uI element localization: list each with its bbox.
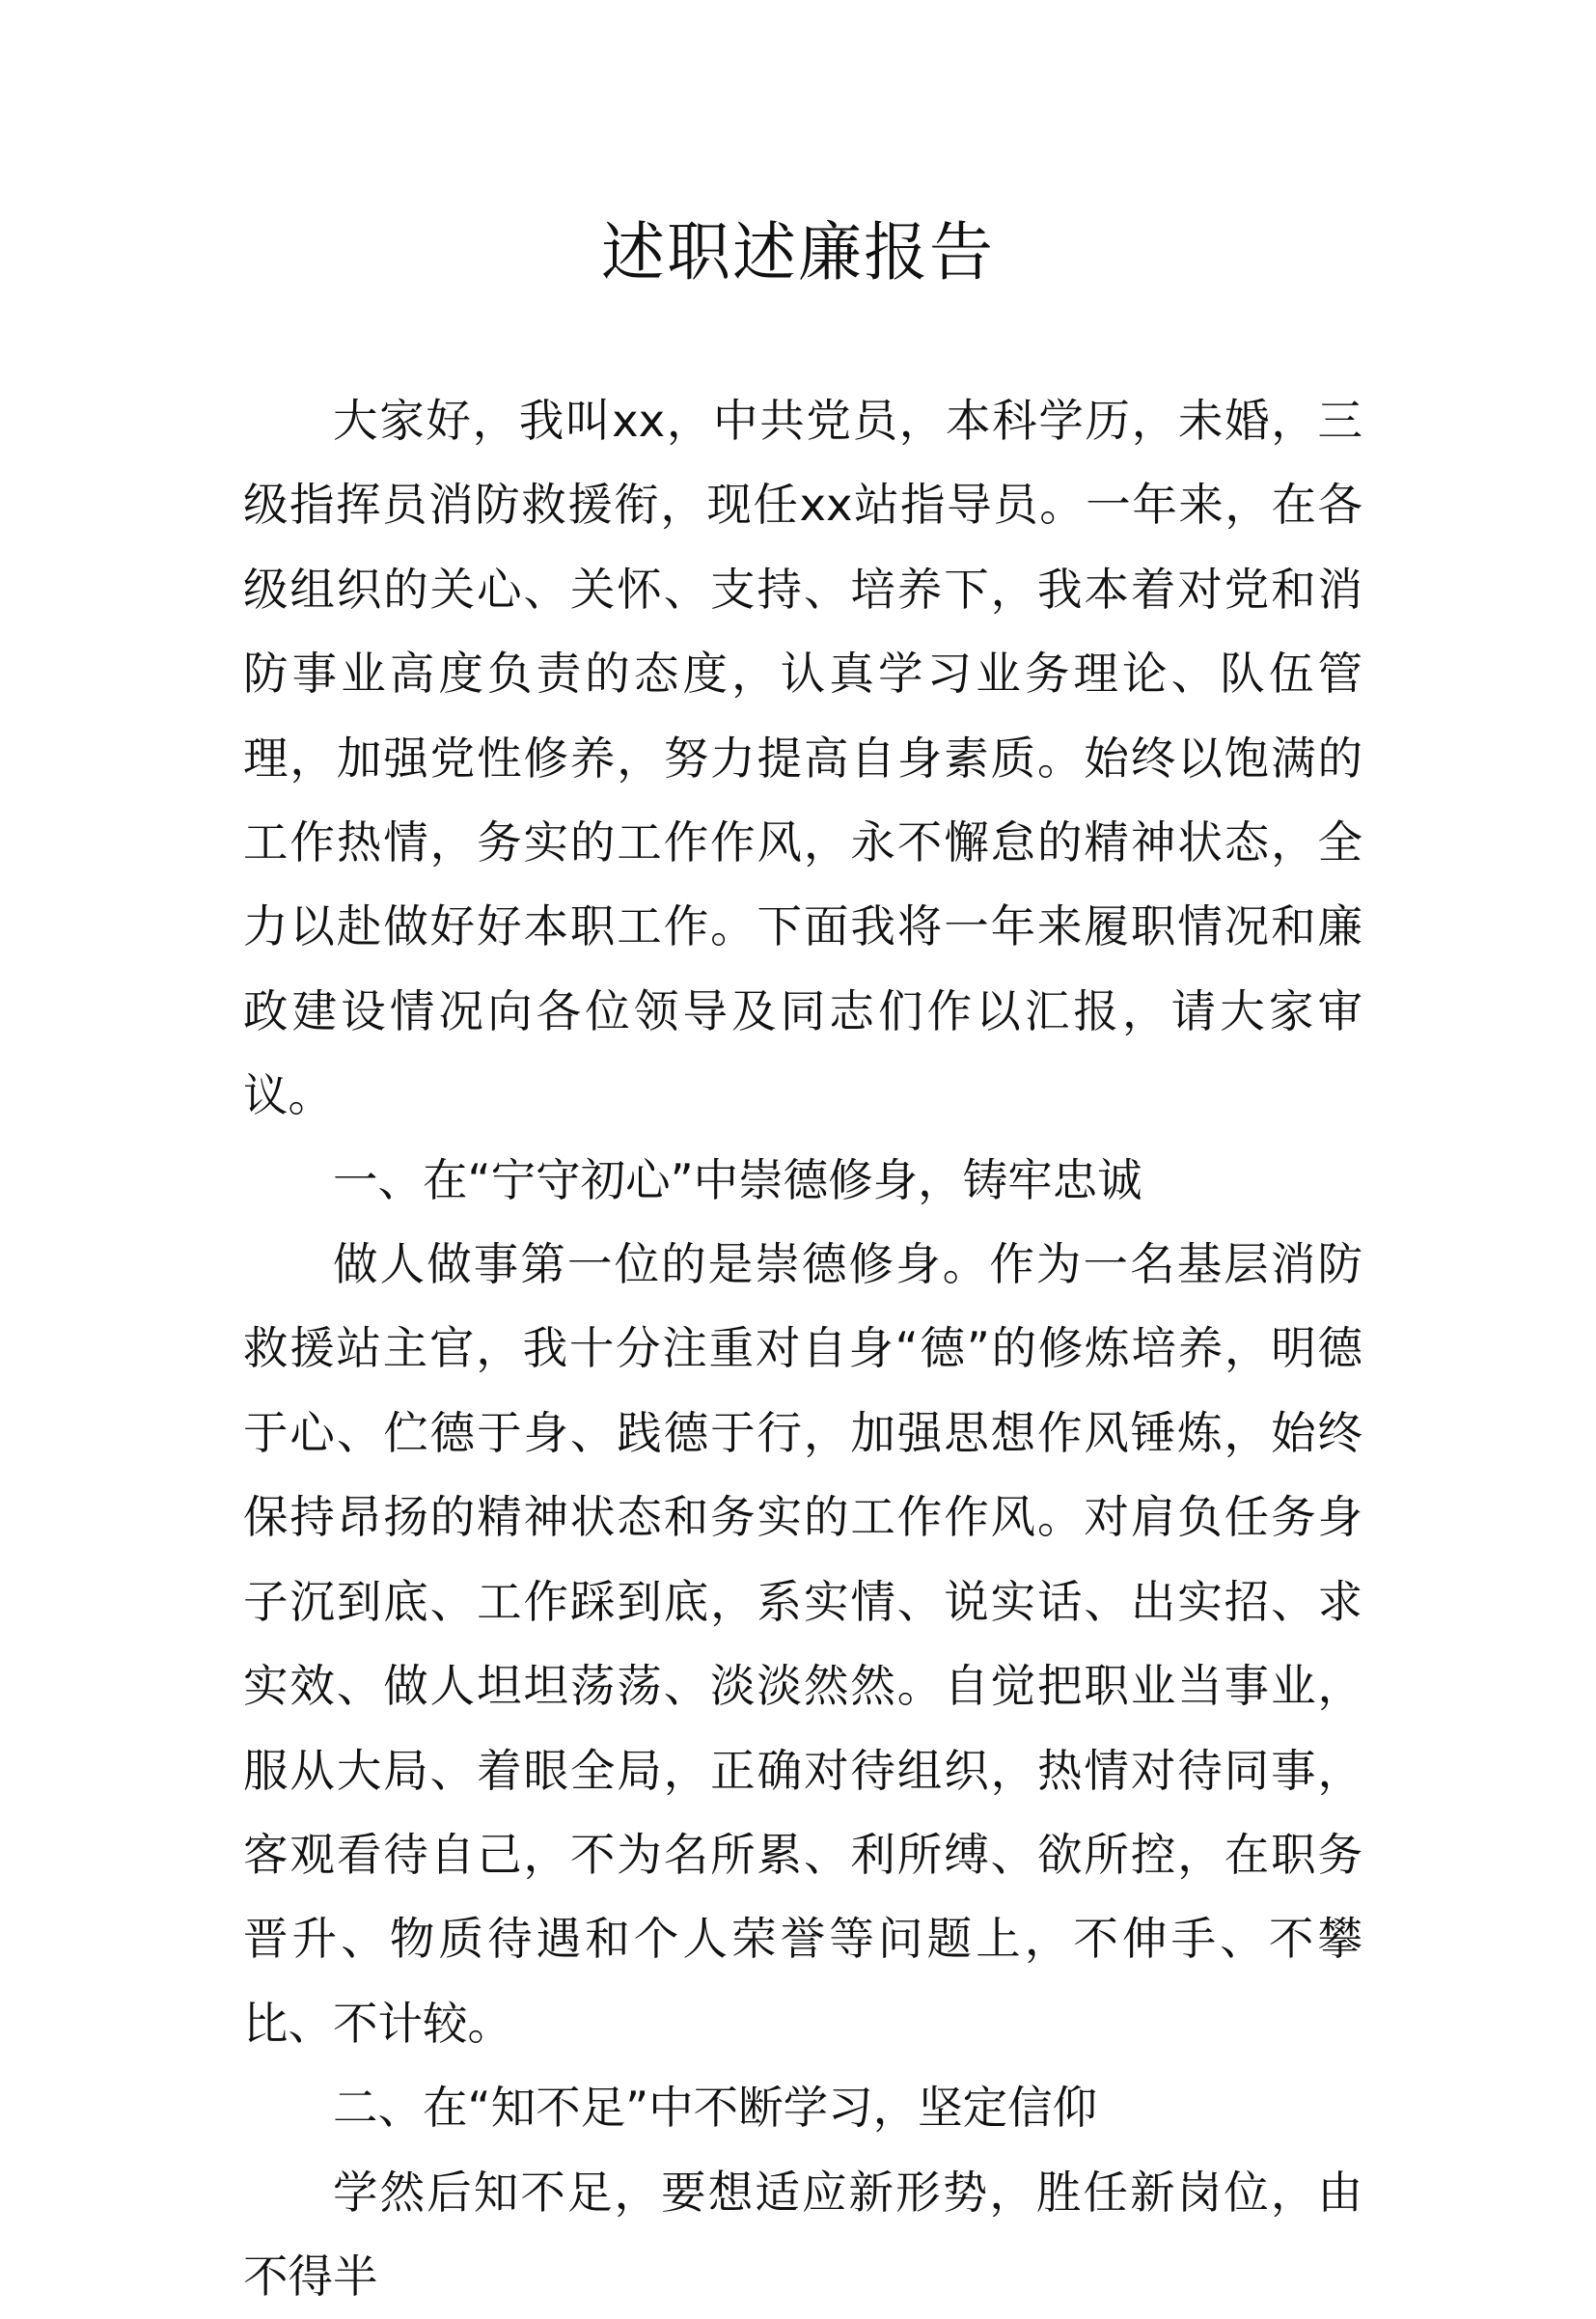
section-2-paragraph: 学然后知不足，要想适应新形势，胜任新岗位，由不得半 (243, 2166, 1362, 2303)
document-title: 述职述廉报告 (601, 215, 995, 290)
intro-paragraph: 大家好，我叫xx，中共党员，本科学历，未婚，三级指挥员消防救援衔，现任xx站指导员。一年来，在各级组织的关心、关怀、支持、培养下，我本着对党和消防事业高度负责的态度，认真学习业务理论、队伍管理，加强党性修养，努力提高自身素质。始终以饱满的工作热情，务实的工作作风，永不懈怠的精神状态，全力以赴做好好本职工作。下面我将一年来履职情况和廉政建设情况向各位领导及同志们作以汇报，请大家审议。 (243, 395, 1362, 1122)
section-1-paragraph: 做人做事第一位的是崇德修身。作为一名基层消防救援站主官，我十分注重对自身“德”的修炼培养，明德于心、伫德于身、践德于行，加强思想作风锤炼，始终保持昂扬的精神状态和务实的工作作风。对肩负任务身子沉到底、工作踩到底，系实情、说实话、出实招、求实效、做人坦坦荡荡、淡淡然然。自觉把职业当事业，服从大局、着眼全局，正确对待组织，热情对待同事，客观看待自己，不为名所累、利所缚、欲所控，在职务晋升、物质待遇和个人荣誉等问题上，不伸手、不攀比、不计较。 (243, 1238, 1362, 2050)
section-heading-2: 二、在“知不足”中不断学习，坚定信仰 (333, 2082, 1098, 2135)
section-heading-1: 一、在“宁守初心”中崇德修身，铸牢忠诚 (333, 1153, 1142, 1206)
document-body (243, 379, 1362, 2319)
